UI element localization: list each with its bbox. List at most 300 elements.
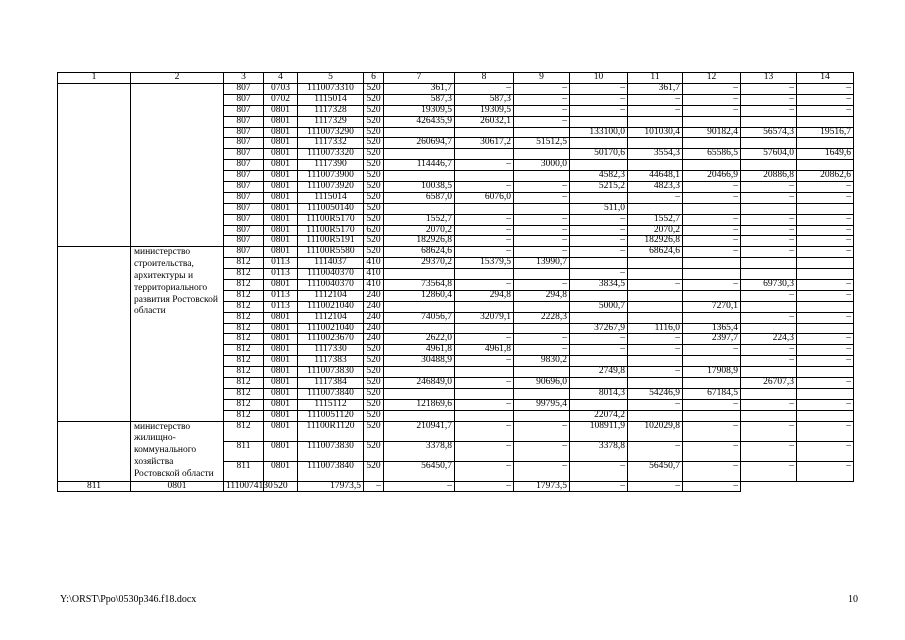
table-cell: 29370,2 — [384, 258, 455, 269]
table-cell: – — [683, 225, 741, 236]
table-cell: 812 — [224, 269, 264, 280]
blank-cell — [58, 247, 131, 421]
table-cell: 1110073840 — [298, 461, 364, 481]
table-cell: 0801 — [264, 356, 298, 367]
table-cell: 56574,3 — [741, 127, 797, 138]
table-cell: 361,7 — [384, 84, 455, 95]
table-cell: 587,3 — [455, 94, 514, 105]
table-cell: 1552,7 — [384, 214, 455, 225]
table-cell: 807 — [224, 84, 264, 95]
table-cell: 1112104 — [298, 312, 364, 323]
table-cell: 520 — [264, 481, 298, 492]
table-cell: – — [683, 236, 741, 247]
table-cell: – — [455, 225, 514, 236]
table-cell: – — [570, 94, 628, 105]
table-cell: – — [514, 247, 570, 258]
table-cell: – — [741, 236, 797, 247]
table-cell — [741, 367, 797, 378]
table-cell: 812 — [224, 399, 264, 410]
table-cell: 1117328 — [298, 105, 364, 116]
table-cell: 90696,0 — [514, 378, 570, 389]
table-cell: – — [797, 378, 854, 389]
table-cell — [570, 258, 628, 269]
table-cell: 2397,7 — [683, 334, 741, 345]
table-cell: 520 — [364, 410, 384, 421]
table-cell — [683, 378, 741, 389]
table-cell — [455, 269, 514, 280]
blank-cell — [58, 84, 131, 247]
table-cell: – — [514, 84, 570, 95]
table-cell: 6587,0 — [384, 192, 455, 203]
table-cell: 0801 — [264, 127, 298, 138]
table-cell — [683, 269, 741, 280]
table-cell: 4823,3 — [628, 182, 683, 193]
table-cell: 0801 — [264, 280, 298, 291]
table-cell: – — [741, 345, 797, 356]
table-cell — [455, 301, 514, 312]
table-cell — [455, 149, 514, 160]
table-cell — [741, 160, 797, 171]
table-cell: 121869,6 — [384, 399, 455, 410]
table-cell: – — [683, 94, 741, 105]
table-cell: 0801 — [264, 378, 298, 389]
table-cell: 410 — [364, 258, 384, 269]
table-cell: – — [364, 481, 384, 492]
table-cell — [570, 356, 628, 367]
table-cell: 0801 — [264, 388, 298, 399]
table-cell: 620 — [364, 225, 384, 236]
table-cell: – — [455, 214, 514, 225]
table-cell: 99795,4 — [514, 399, 570, 410]
table-cell: 3834,5 — [570, 280, 628, 291]
table-cell: 0113 — [264, 258, 298, 269]
table-cell: – — [683, 481, 741, 492]
table-cell: – — [683, 105, 741, 116]
table-cell: – — [741, 105, 797, 116]
table-cell — [514, 388, 570, 399]
table-cell: 11100R5580 — [298, 247, 364, 258]
table-cell: 1117390 — [298, 160, 364, 171]
table-cell — [514, 323, 570, 334]
table-cell: 9830,2 — [514, 356, 570, 367]
table-cell: 1110073920 — [298, 182, 364, 193]
table-cell: 1116,0 — [628, 323, 683, 334]
table-cell: 0801 — [264, 399, 298, 410]
table-cell: 0801 — [264, 149, 298, 160]
table-cell: 102029,8 — [628, 421, 683, 441]
table-cell — [741, 323, 797, 334]
table-cell: 1110073310 — [298, 84, 364, 95]
table-cell: 20466,9 — [683, 171, 741, 182]
blank-cell — [58, 421, 131, 481]
table-cell — [628, 301, 683, 312]
table-cell: 294,8 — [455, 290, 514, 301]
table-cell: 2070,2 — [628, 225, 683, 236]
table-cell — [797, 269, 854, 280]
table-row — [58, 84, 854, 95]
table-cell: – — [570, 481, 628, 492]
table-cell: – — [797, 247, 854, 258]
table-cell — [683, 356, 741, 367]
table-cell — [514, 171, 570, 182]
table-cell: – — [797, 334, 854, 345]
table-cell: 807 — [224, 105, 264, 116]
table-cell: 0113 — [264, 290, 298, 301]
table-cell — [455, 388, 514, 399]
table-cell: – — [797, 84, 854, 95]
table-cell: 812 — [224, 280, 264, 291]
table-cell: – — [514, 334, 570, 345]
table-cell: 50170,6 — [570, 149, 628, 160]
header-cell: 11 — [628, 73, 683, 84]
table-cell: 11100R5170 — [298, 214, 364, 225]
table-cell — [514, 127, 570, 138]
table-cell: – — [683, 182, 741, 193]
table-cell: 0801 — [264, 345, 298, 356]
table-cell: 0801 — [264, 192, 298, 203]
table-cell — [741, 258, 797, 269]
table-cell: – — [514, 94, 570, 105]
table-cell — [628, 116, 683, 127]
table-cell: – — [514, 225, 570, 236]
table-cell — [384, 301, 455, 312]
table-cell: 260694,7 — [384, 138, 455, 149]
table-cell — [514, 269, 570, 280]
table-cell: 294,8 — [514, 290, 570, 301]
table-cell: 240 — [364, 312, 384, 323]
table-cell — [797, 116, 854, 127]
table-cell: 520 — [364, 399, 384, 410]
table-cell — [514, 410, 570, 421]
table-cell: – — [570, 461, 628, 481]
table-cell: 0801 — [264, 367, 298, 378]
table-cell: – — [628, 345, 683, 356]
table-cell: 1365,4 — [683, 323, 741, 334]
table-cell: 17908,9 — [683, 367, 741, 378]
table-cell: – — [455, 280, 514, 291]
table-cell: 0801 — [264, 116, 298, 127]
table-cell — [741, 269, 797, 280]
table-cell: 56450,7 — [384, 461, 455, 481]
table-cell: 0801 — [264, 160, 298, 171]
table-cell — [683, 160, 741, 171]
table-cell: – — [570, 345, 628, 356]
organization-cell — [131, 84, 224, 247]
table-cell — [570, 138, 628, 149]
table-cell: 57604,0 — [741, 149, 797, 160]
table-cell: 1110073320 — [298, 149, 364, 160]
table-cell: 44648,1 — [628, 171, 683, 182]
table-cell — [384, 410, 455, 421]
table-cell: 520 — [364, 94, 384, 105]
table-cell: 520 — [364, 378, 384, 389]
table-cell: – — [570, 84, 628, 95]
table-cell — [797, 410, 854, 421]
table-cell — [514, 149, 570, 160]
table-cell: – — [741, 461, 797, 481]
table-cell: – — [514, 421, 570, 441]
table-cell: 2622,0 — [384, 334, 455, 345]
table-cell: – — [455, 378, 514, 389]
table-cell: 520 — [364, 149, 384, 160]
table-cell — [683, 290, 741, 301]
table-cell: – — [683, 214, 741, 225]
table-cell: 807 — [224, 94, 264, 105]
table-cell: 4961,8 — [384, 345, 455, 356]
table-cell: 811 — [58, 481, 131, 492]
table-cell: 520 — [364, 182, 384, 193]
header-cell: 12 — [683, 73, 741, 84]
table-cell: 68624,6 — [384, 247, 455, 258]
table-cell: 520 — [364, 367, 384, 378]
table-cell: 520 — [364, 461, 384, 481]
table-cell: – — [455, 399, 514, 410]
footer-file-path: Y:\ORST\Ppo\0530p346.f18.docx — [60, 594, 197, 605]
table-cell: 1552,7 — [628, 214, 683, 225]
header-cell: 2 — [131, 73, 224, 84]
table-cell: 587,3 — [384, 94, 455, 105]
table-cell — [384, 269, 455, 280]
table-cell: – — [514, 345, 570, 356]
table-cell: 520 — [364, 138, 384, 149]
table-cell: 11100R1120 — [298, 421, 364, 441]
table-cell: 812 — [224, 334, 264, 345]
header-cell: 9 — [514, 73, 570, 84]
table-cell — [683, 116, 741, 127]
table-cell: 68624,6 — [628, 247, 683, 258]
table-cell: 1117329 — [298, 116, 364, 127]
table-cell: – — [455, 247, 514, 258]
table-cell — [570, 399, 628, 410]
table-cell: 0801 — [264, 334, 298, 345]
table-cell: 1110051120 — [298, 410, 364, 421]
table-cell — [797, 301, 854, 312]
table-cell: – — [683, 441, 741, 461]
table-cell — [570, 116, 628, 127]
table-cell — [455, 127, 514, 138]
table-cell: 520 — [364, 356, 384, 367]
table-cell: – — [514, 105, 570, 116]
table-cell: 520 — [364, 203, 384, 214]
table-cell: – — [514, 116, 570, 127]
table-cell: 812 — [224, 367, 264, 378]
table-cell — [741, 301, 797, 312]
table-cell: – — [514, 280, 570, 291]
table-cell: 807 — [224, 214, 264, 225]
table-cell: 807 — [224, 171, 264, 182]
table-cell — [797, 258, 854, 269]
table-cell: 240 — [364, 323, 384, 334]
table-cell: – — [455, 160, 514, 171]
table-cell: 1115112 — [298, 399, 364, 410]
table-cell: – — [741, 84, 797, 95]
table-cell: 19309,5 — [455, 105, 514, 116]
table-cell: 520 — [364, 421, 384, 441]
header-cell: 6 — [364, 73, 384, 84]
table-cell: 3554,3 — [628, 149, 683, 160]
table-cell — [455, 323, 514, 334]
table-cell: 3000,0 — [514, 160, 570, 171]
table-cell: – — [514, 236, 570, 247]
table-cell: 19516,7 — [797, 127, 854, 138]
header-cell: 5 — [298, 73, 364, 84]
table-cell: 812 — [224, 421, 264, 441]
table-cell: 0801 — [131, 481, 224, 492]
table-cell: 1110040370 — [298, 280, 364, 291]
table-cell: – — [797, 290, 854, 301]
table-cell — [628, 269, 683, 280]
table-cell: 56450,7 — [628, 461, 683, 481]
table-cell: – — [683, 280, 741, 291]
table-cell: – — [455, 481, 514, 492]
table-cell: – — [741, 290, 797, 301]
table-cell: – — [455, 236, 514, 247]
table-cell: 240 — [364, 301, 384, 312]
table-cell — [797, 138, 854, 149]
table-cell: 10038,5 — [384, 182, 455, 193]
table-cell: – — [797, 421, 854, 441]
table-cell: 22074,2 — [570, 410, 628, 421]
table-cell: – — [683, 84, 741, 95]
table-cell — [570, 192, 628, 203]
table-cell: 15379,5 — [455, 258, 514, 269]
table-cell: 807 — [224, 203, 264, 214]
table-cell: 807 — [224, 182, 264, 193]
table-cell: – — [455, 356, 514, 367]
table-cell: 210941,7 — [384, 421, 455, 441]
table-cell: 0801 — [264, 214, 298, 225]
table-cell: 51512,5 — [514, 138, 570, 149]
table-cell: 0801 — [264, 138, 298, 149]
table-cell: 2749,8 — [570, 367, 628, 378]
table-cell: 520 — [364, 192, 384, 203]
table-cell: 520 — [364, 214, 384, 225]
table-cell: 37267,9 — [570, 323, 628, 334]
table-cell — [628, 410, 683, 421]
table-cell: – — [797, 312, 854, 323]
table-cell: – — [741, 312, 797, 323]
table-cell: 5215,2 — [570, 182, 628, 193]
table-cell: 1117332 — [298, 138, 364, 149]
header-cell: 1 — [58, 73, 131, 84]
table-cell — [455, 203, 514, 214]
table-cell: – — [797, 399, 854, 410]
table-cell: – — [455, 421, 514, 441]
table-cell: 3378,8 — [384, 441, 455, 461]
budget-table — [57, 72, 854, 492]
table-cell: – — [628, 94, 683, 105]
table-cell: 0801 — [264, 323, 298, 334]
table-cell: – — [628, 441, 683, 461]
table-cell: 812 — [224, 388, 264, 399]
table-cell: – — [514, 214, 570, 225]
table-cell — [384, 203, 455, 214]
table-cell: 11100R5191 — [298, 236, 364, 247]
table-cell: – — [514, 441, 570, 461]
table-cell: 1110073290 — [298, 127, 364, 138]
table-cell: – — [797, 214, 854, 225]
table-cell: – — [628, 280, 683, 291]
table-cell: 240 — [364, 290, 384, 301]
header-cell: 4 — [264, 73, 298, 84]
table-cell: – — [797, 225, 854, 236]
table-cell: – — [741, 247, 797, 258]
table-cell: 410 — [364, 269, 384, 280]
table-cell: 0702 — [264, 94, 298, 105]
table-cell: 0801 — [264, 247, 298, 258]
table-cell — [683, 312, 741, 323]
table-cell: 0801 — [264, 461, 298, 481]
table-cell: – — [455, 461, 514, 481]
table-cell: 511,0 — [570, 203, 628, 214]
table-cell: – — [741, 94, 797, 105]
table-cell — [797, 203, 854, 214]
table-cell: 11100R5170 — [298, 225, 364, 236]
table-cell — [384, 149, 455, 160]
table-cell — [384, 127, 455, 138]
table-cell — [683, 410, 741, 421]
table-cell: 0113 — [264, 301, 298, 312]
table-cell: 182926,8 — [628, 236, 683, 247]
header-cell: 13 — [741, 73, 797, 84]
table-cell: – — [570, 247, 628, 258]
table-cell: 1110073900 — [298, 171, 364, 182]
table-cell: 6076,0 — [455, 192, 514, 203]
table-cell: – — [683, 461, 741, 481]
table-cell — [683, 203, 741, 214]
table-cell: – — [683, 247, 741, 258]
table-cell: 812 — [224, 312, 264, 323]
table-cell — [628, 138, 683, 149]
table-cell — [628, 203, 683, 214]
table-cell: 1110073830 — [298, 367, 364, 378]
table-cell — [797, 160, 854, 171]
table-cell: 811 — [224, 441, 264, 461]
table-cell — [384, 323, 455, 334]
table-cell: 812 — [224, 345, 264, 356]
table-cell: – — [455, 84, 514, 95]
table-cell: 133100,0 — [570, 127, 628, 138]
table-cell: 1115014 — [298, 94, 364, 105]
table-cell: 807 — [224, 236, 264, 247]
table-cell: 812 — [224, 410, 264, 421]
table-cell: 807 — [224, 225, 264, 236]
table-cell: 807 — [224, 247, 264, 258]
table-cell: – — [797, 441, 854, 461]
table-cell: 20886,8 — [741, 171, 797, 182]
table-cell: 8014,3 — [570, 388, 628, 399]
table-cell — [628, 312, 683, 323]
table-cell — [384, 171, 455, 182]
table-cell: 361,7 — [628, 84, 683, 95]
table-cell: 1110040370 — [298, 269, 364, 280]
table-cell: 224,3 — [741, 334, 797, 345]
table-cell: 1112104 — [298, 290, 364, 301]
table-cell: – — [741, 356, 797, 367]
table-cell: – — [628, 367, 683, 378]
table-cell: – — [628, 334, 683, 345]
table-cell: – — [570, 225, 628, 236]
table-header-row — [58, 73, 854, 84]
table-cell: 26707,3 — [741, 378, 797, 389]
table-row — [58, 247, 854, 258]
table-cell: 246849,0 — [384, 378, 455, 389]
table-cell — [628, 258, 683, 269]
table-cell: 0801 — [264, 410, 298, 421]
table-cell: 32079,1 — [455, 312, 514, 323]
table-cell — [797, 388, 854, 399]
table-cell: 30617,2 — [455, 138, 514, 149]
